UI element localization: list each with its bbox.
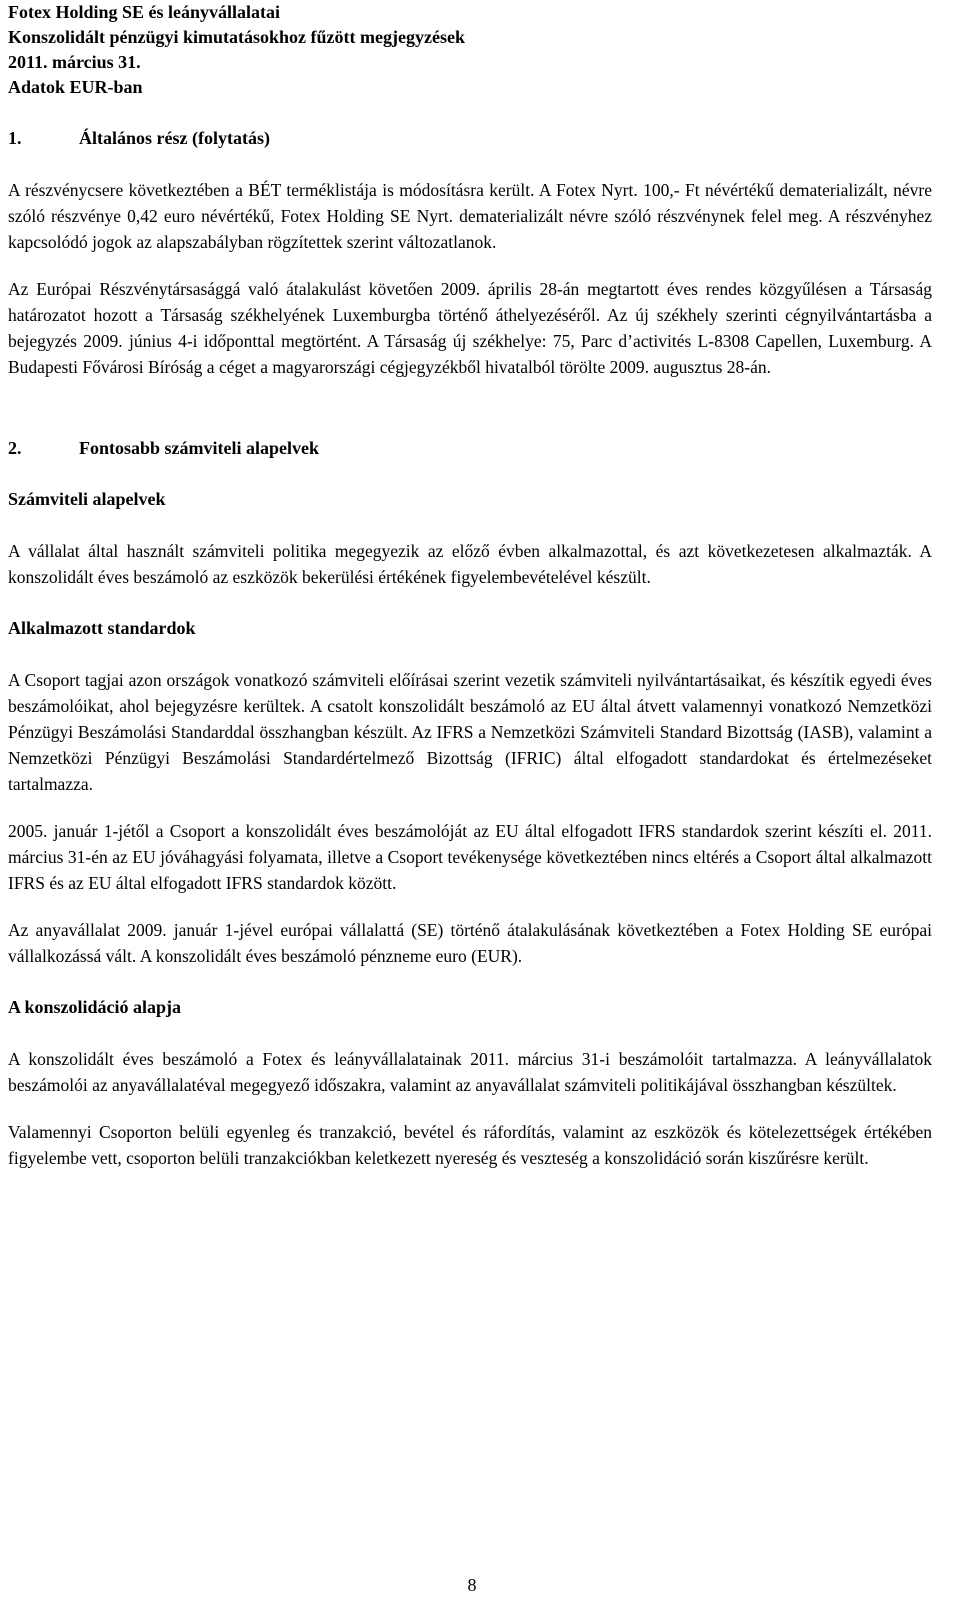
subsection-heading: A konszolidáció alapja: [8, 997, 182, 1017]
report-date: 2011. március 31.: [8, 52, 141, 72]
section-2-number: 2.: [8, 438, 22, 458]
paragraph: Az anyavállalat 2009. január 1-jével európai vállalattá (SE) történő átalakulásának következtében a Fotex Holding SE európai vállalkozássá vált. A konszolidált éves beszámoló pénzneme euro (EUR).: [8, 920, 932, 966]
paragraph: 2005. január 1-jétől a Csoport a konszolidált éves beszámolóját az EU által elfogadott IFRS standardok szerint készíti el. 2011. március 31-én az EU jóváhagyási folyamata, illetve a Csoport tevékenysége következtében nincs eltérés a Csoport által alkalmazott IFRS és az EU által elfogadott IFRS standardok között.: [8, 821, 932, 893]
section-2-title: Fontosabb számviteli alapelvek: [79, 438, 320, 458]
paragraph: Az Európai Részvénytársasággá való átalakulást követően 2009. április 28-án megtartott éves rendes közgyűlésen a Társaság határozatot hozott a Társaság székhelyének Luxemburgba történő áthelyezéséről. Az új székhely szerinti cégnyilvántartásba a bejegyzés 2009. június 4-i időponttal megtörtént. A Társaság új székhelye: 75, Parc d’activités L-8308 Capellen, Luxemburg. A Budapesti Fővárosi Bíróság a céget a magyarországi cégjegyzékből hivatalból törölte 2009. augusztus 28-án.: [8, 279, 932, 377]
subsection-heading: Számviteli alapelvek: [8, 489, 166, 509]
page-number: 8: [467, 1575, 477, 1595]
section-2-heading: [8, 436, 932, 461]
section-1-title: Általános rész (folytatás): [79, 128, 270, 148]
paragraph: A vállalat által használt számviteli politika megegyezik az előző évben alkalmazottal, és azt következetesen alkalmazták. A konszolidált éves beszámoló az eszközök bekerülési értékének figyelembevételével készült.: [8, 541, 932, 587]
document-title: Konszolidált pénzügyi kimutatásokhoz fűzött megjegyzések: [8, 27, 465, 47]
currency-note: Adatok EUR-ban: [8, 77, 143, 97]
paragraph: A konszolidált éves beszámoló a Fotex és leányvállalatainak 2011. március 31-i beszámolóit tartalmazza. A leányvállalatok beszámolói az anyavállalatéval megegyező időszakra, valamint az anyavállalat számviteli politikájával összhangban készültek.: [8, 1049, 932, 1095]
section-1-heading: [8, 126, 932, 151]
document-header: [8, 0, 932, 100]
subsection-heading: Alkalmazott standardok: [8, 618, 196, 638]
document-page: [8, 0, 932, 1171]
paragraph: Valamennyi Csoporton belüli egyenleg és tranzakció, bevétel és ráfordítás, valamint az eszközök és kötelezettségek értékében figyelembe vett, csoporton belüli tranzakciókban keletkezett nyereség és veszteség a konszolidáció során kiszűrésre került.: [8, 1122, 932, 1168]
paragraph: A részvénycsere következtében a BÉT terméklistája is módosításra került. A Fotex Nyrt. 100,- Ft névértékű dematerializált, névre szóló részvénye 0,42 euro névértékű, Fotex Holding SE Nyrt. dematerializált névre szóló részvénynek felel meg. A részvényhez kapcsolódó jogok az alapszabályban rögzítettek szerint változatlanok.: [8, 180, 932, 252]
section-1-number: 1.: [8, 128, 22, 148]
company-name: Fotex Holding SE és leányvállalatai: [8, 2, 281, 22]
paragraph: A Csoport tagjai azon országok vonatkozó számviteli előírásai szerint vezetik számviteli nyilvántartásaikat, és készítik egyedi éves beszámolóikat, ahol bejegyzésre kerültek. A csatolt konszolidált beszámoló az EU által átvett valamennyi vonatkozó Nemzetközi Pénzügyi Beszámolási Standarddal összhangban készült. Az IFRS a Nemzetközi Számviteli Standard Bizottság (IASB), valamint a Nemzetközi Pénzügyi Beszámolási Standardértelmező Bizottság (IFRIC) által elfogadott standardokat és értelmezéseket tartalmazza.: [8, 670, 932, 794]
